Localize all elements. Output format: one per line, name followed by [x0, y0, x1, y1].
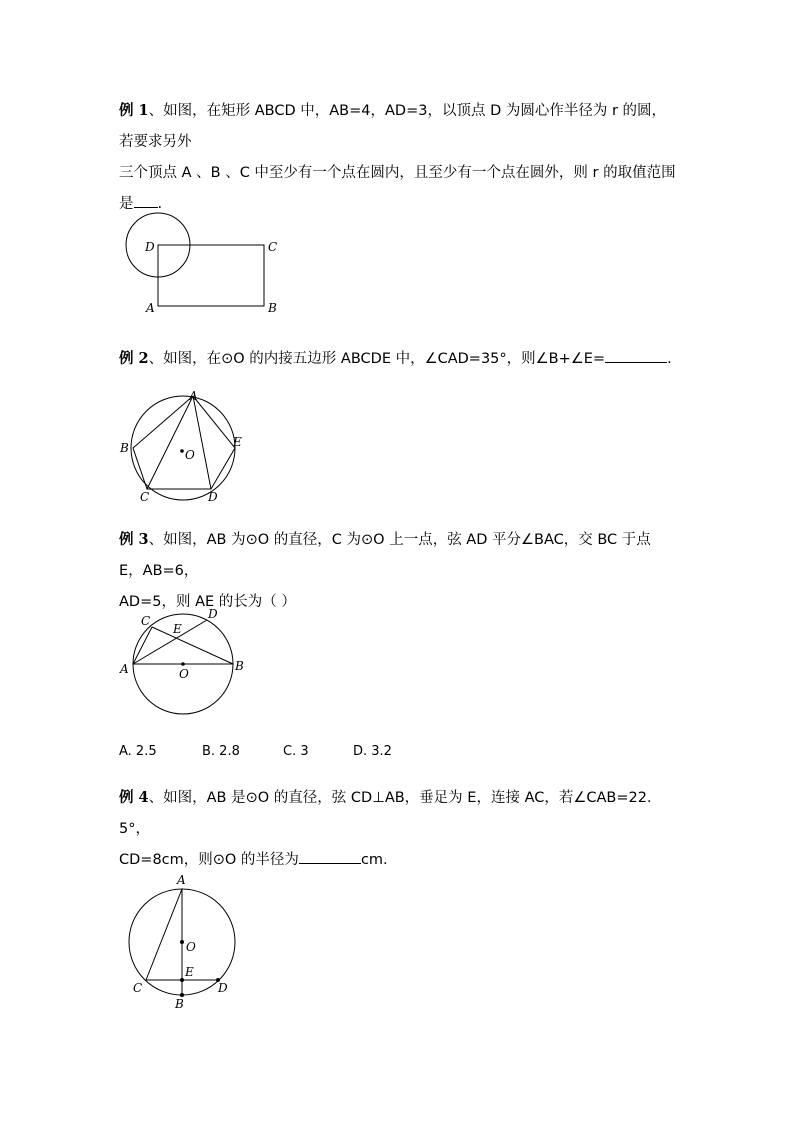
label-e: E — [233, 435, 242, 449]
answer-blank-2 — [605, 347, 667, 363]
option-c: C. 3 — [283, 744, 309, 759]
label-b: B — [175, 997, 184, 1011]
example-2-line-1: 例 2、如图，在⊙O 的内接五边形 ABCDE 中，∠CAD=35°，则∠B+∠E= . — [119, 343, 679, 375]
option-d: D. 3.2 — [353, 744, 392, 759]
circumcircle — [131, 396, 235, 500]
label-o: O — [185, 448, 195, 462]
label-c: C — [268, 240, 278, 254]
label-a: A — [120, 662, 129, 676]
example-3-line-2: AD=5，则 AE 的长为（ ） — [119, 594, 296, 610]
segment-ac — [146, 889, 182, 980]
label-a: A — [177, 873, 186, 887]
label-e: E — [173, 622, 182, 636]
center-point — [181, 662, 185, 666]
center-point — [180, 449, 184, 453]
answer-blank-4 — [299, 848, 361, 864]
figure-4-perpendicular-chord — [115, 872, 255, 1012]
example-4-line-2: CD=8cm，则⊙O 的半径为 cm. — [119, 845, 679, 876]
rectangle-abcd — [158, 245, 264, 306]
label-c: C — [141, 614, 151, 628]
label-o: O — [179, 667, 189, 681]
example-1-number: 例 1 — [119, 102, 149, 119]
pentagon-abcde — [133, 396, 235, 489]
label-d: D — [208, 490, 218, 504]
point-e — [180, 978, 184, 982]
label-a: A — [189, 389, 198, 403]
figure-3-circle-diameter — [115, 603, 265, 723]
example-4-number: 例 4 — [119, 789, 149, 806]
example-2-text — [119, 343, 679, 375]
label-a: A — [146, 301, 155, 315]
label-e: E — [185, 965, 194, 979]
example-1-line-2: 三个顶点 A 、B 、C 中至少有一个点在圆内，且至少有一个点在圆外，则 r 的取值范围 — [119, 165, 676, 181]
option-b: B. 2.8 — [202, 744, 240, 759]
label-d: D — [218, 981, 228, 995]
diagonal-ac — [147, 396, 193, 489]
label-b: B — [120, 441, 129, 455]
label-b: B — [268, 301, 277, 315]
example-1-line-1: 例 1、如图，在矩形 ABCD 中，AB=4，AD=3，以顶点 D 为圆心作半径为 r 的圆，若要求另外 — [119, 102, 667, 150]
example-3-number: 例 3 — [119, 531, 149, 548]
point-o — [180, 940, 184, 944]
example-2-number: 例 2 — [119, 350, 149, 367]
example-1-line-3: 是 . — [119, 189, 679, 220]
label-d: D — [208, 607, 218, 621]
label-d: D — [145, 240, 155, 254]
example-1-text — [119, 95, 679, 220]
option-a: A. 2.5 — [119, 744, 157, 759]
example-3-line-1: 例 3、如图，AB 为⊙O 的直径，C 为⊙O 上一点，弦 AD 平分∠BAC，交 BC 于点 E，AB=6， — [119, 531, 651, 579]
figure-1-rectangle-circle — [118, 205, 298, 320]
diagonal-ad — [193, 396, 211, 489]
label-o: O — [186, 940, 196, 954]
label-c: C — [133, 981, 143, 995]
label-c: C — [140, 490, 150, 504]
example-4-line-1: 例 4、如图，AB 是⊙O 的直径，弦 CD⊥AB，垂足为 E，连接 AC，若∠CAB=22．5°， — [119, 789, 662, 837]
example-4-text — [119, 782, 679, 876]
example-3-options — [119, 744, 392, 759]
figure-2-pentagon — [115, 388, 255, 508]
label-b: B — [235, 659, 244, 673]
